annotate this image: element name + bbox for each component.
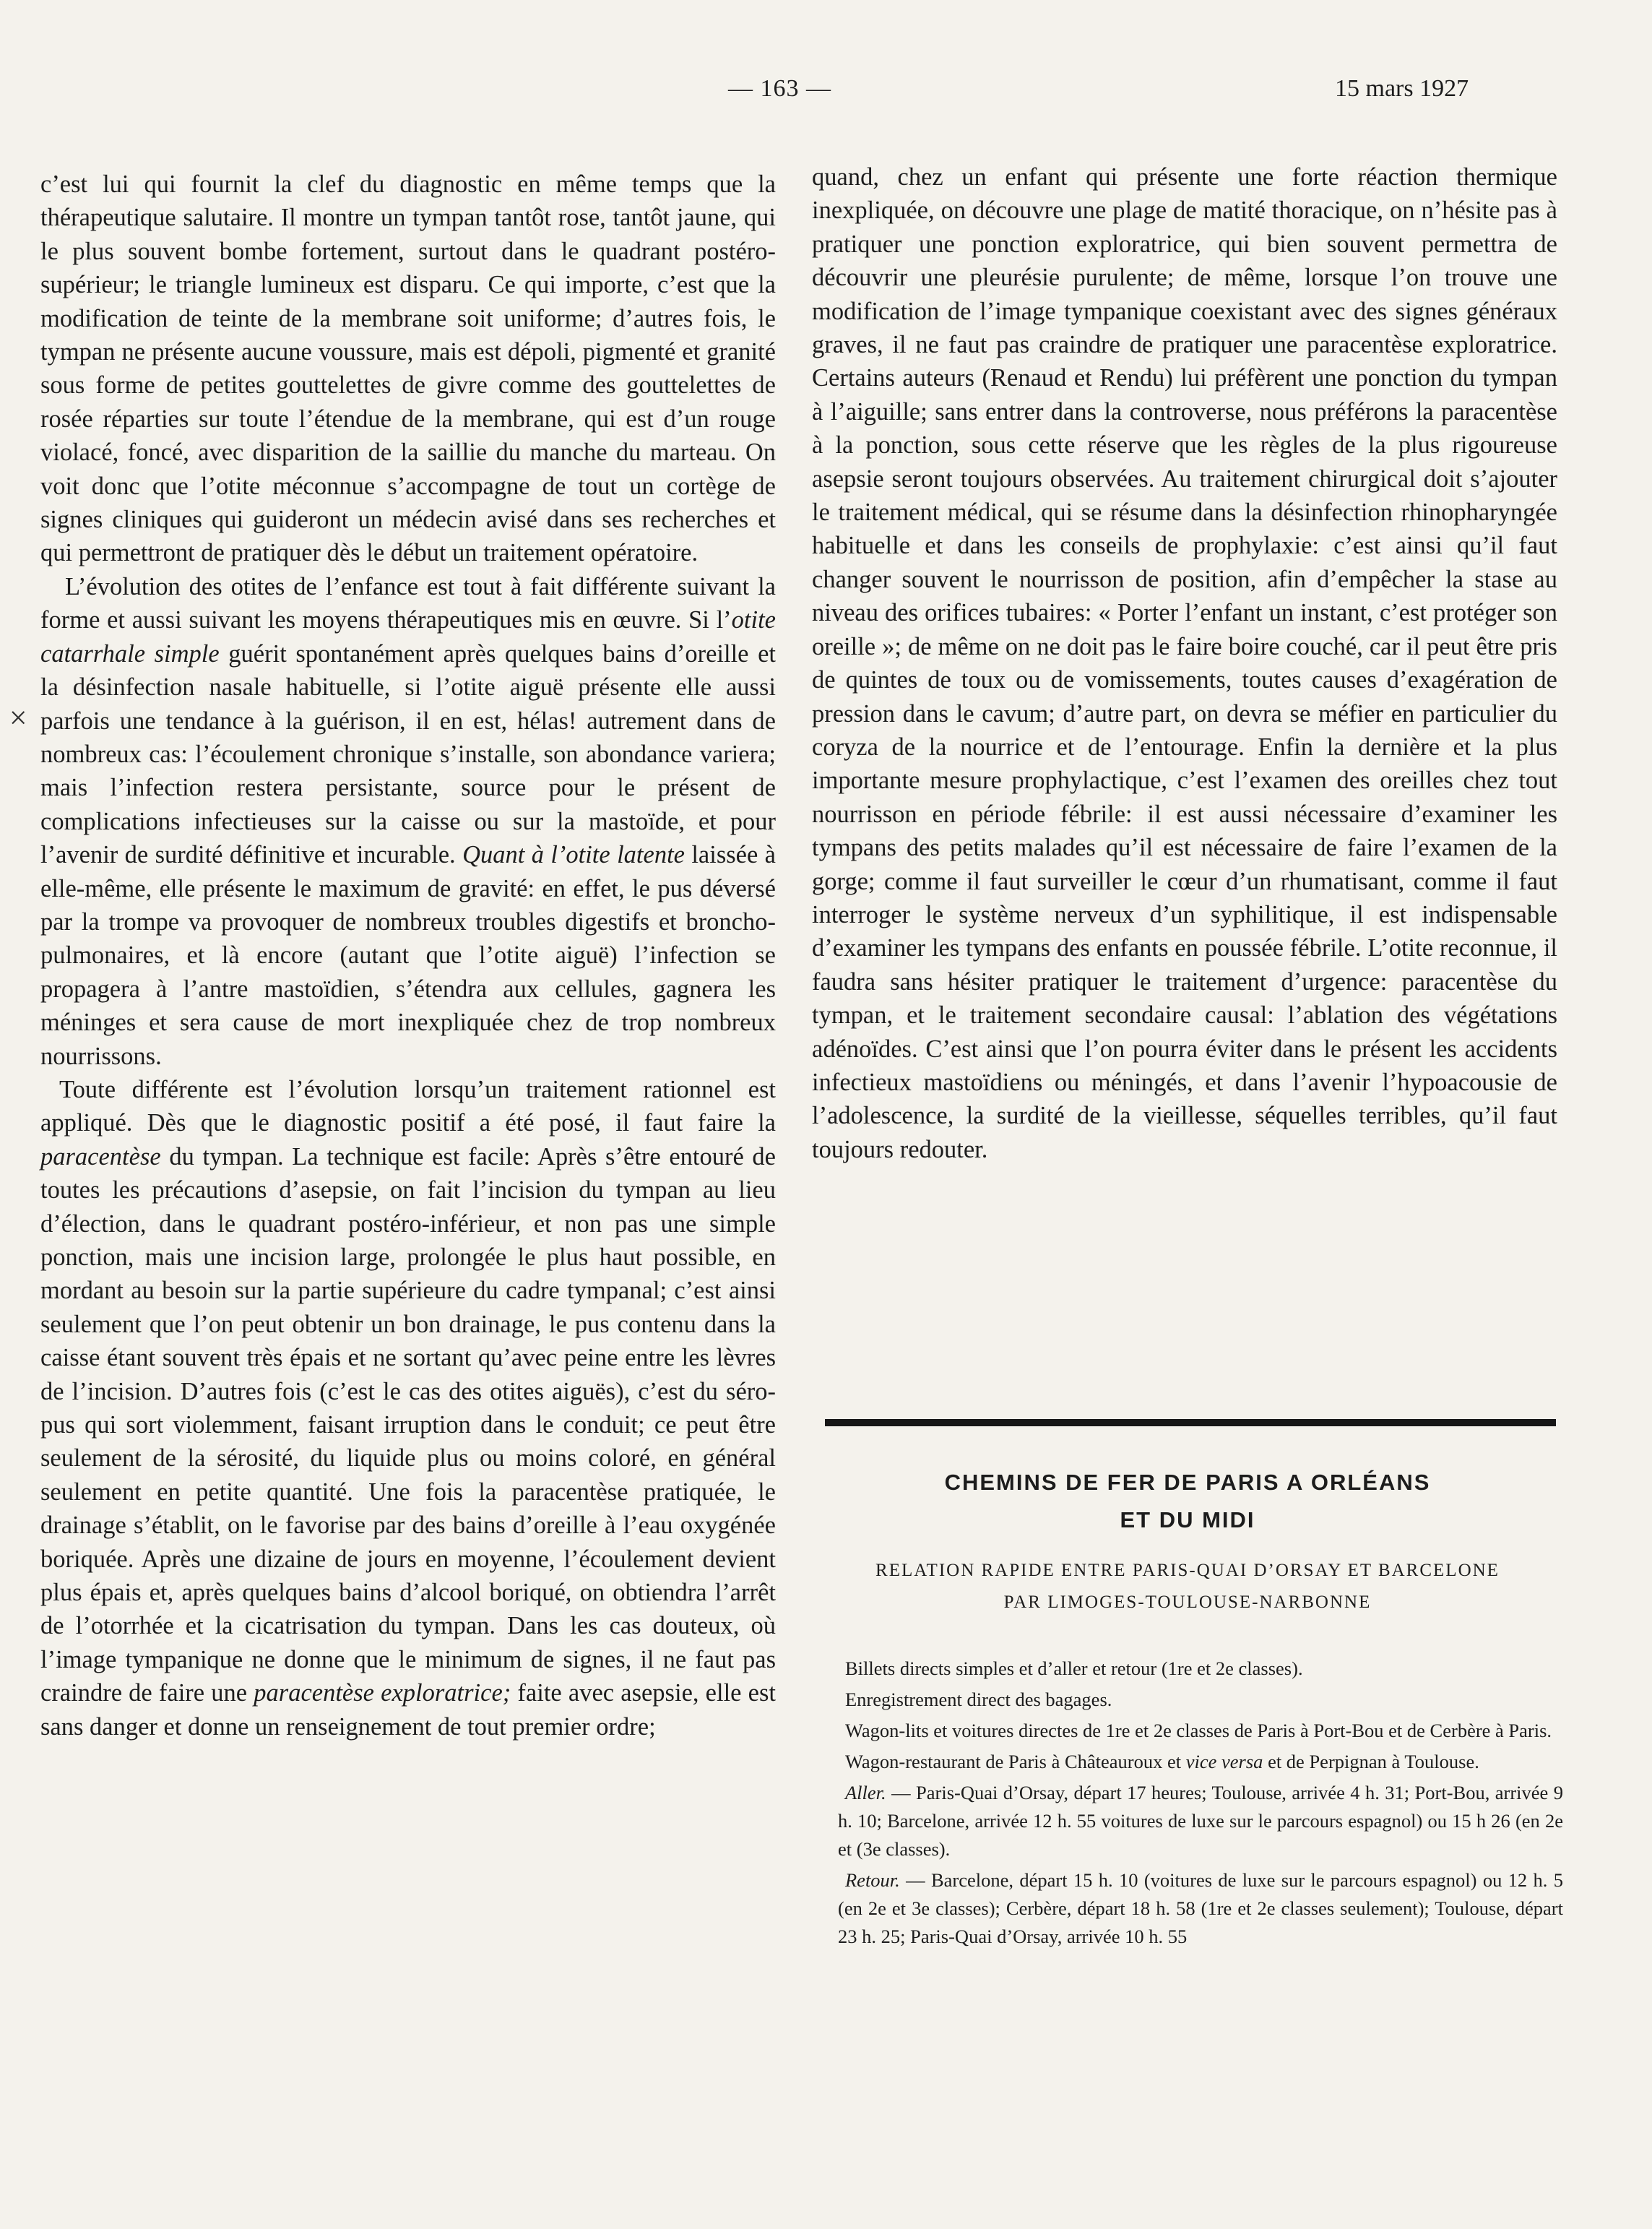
notice-line-sleepers: Wagon-lits et voitures directes de 1re et 2e classes de Paris à Port-Bou et de Cerbère à Paris. [845, 1720, 1552, 1741]
section-divider [825, 1419, 1556, 1426]
page-number: — 163 — [728, 75, 831, 102]
notice-retour [838, 1866, 1563, 1951]
notice-retour-label: Retour. [845, 1869, 900, 1891]
notice-aller [838, 1779, 1563, 1863]
margin-mark: × [7, 700, 29, 736]
paragraph-3-text-a: Toute différente est l’évolution lorsqu’un traitement rationnel est appliqué. Dès que le diagnostic positif a été posé, il faut faire la [40, 1075, 776, 1137]
left-column [40, 168, 776, 1743]
notice-line-baggage: Enregistrement direct des bagages. [845, 1689, 1112, 1710]
paragraph-2-text-c: laissée à elle-même, elle présente le maximum de gravité: en effet, le pus déversé par la trompe va provoquer de nombreux troubles digestifs et broncho-pulmonaires, et là encore (autant que l’otite aiguë) l’infection se propagera à l’antre mastoïdien, s’étendra aux cellules, gagnera les méninges et sera cause de mort inexpliquée chez de trop nombreux nourrissons. [40, 841, 776, 1070]
paragraph-3-emphasis-2: paracentèse exploratrice; [254, 1679, 511, 1707]
notice-body [812, 1655, 1563, 1951]
paragraph-3-emphasis-1: paracentèse [40, 1142, 161, 1170]
paragraph-1: c’est lui qui fournit la clef du diagnostic en même temps que la thérapeutique salutaire. Il montre un tympan tantôt rose, tantôt jaune, qui le plus souvent bombe fortement, surtout dans le quadrant postéro-supérieur; le triangle lumineux est disparu. Ce qui importe, c’est que la modification de teinte de la membrane soit uniforme; d’autres fois, le tympan ne présente aucune voussure, mais est dépoli, pigmenté et granité sous forme de petites gouttelettes de givre comme des gouttelettes de rosée réparties sur toute l’étendue de la membrane, qui est d’un rouge violacé, foncé, avec disparition de la saillie du manche du marteau. On voit donc que l’otite méconnue s’accompagne de tout un cortège de signes cliniques qui guideront un médecin avisé dans ses recherches et qui permettront de pratiquer dès le début un traitement opératoire. [40, 171, 776, 567]
notice-title-line-1: CHEMINS DE FER DE PARIS A ORLÉANS [944, 1470, 1431, 1495]
paragraph-3-text-c: faite avec asepsie, elle est sans danger et donne un renseignement de tout premier ordre; [40, 1679, 776, 1741]
right-column [812, 160, 1557, 1166]
notice-aller-text: — Paris-Quai d’Orsay, départ 17 heures; Toulouse, arrivée 4 h. 31; Port-Bou, arrivée 9 h. 10; Barcelone, arrivée 12 h. 55 voitures de luxe sur le parcours espagnol) ou 15 h 26 (en 2e et (3e classes). [838, 1782, 1563, 1860]
notice-subtitle-line-2: PAR LIMOGES-TOULOUSE-NARBONNE [1003, 1592, 1372, 1612]
notice-line-tickets: Billets directs simples et d’aller et retour (1re et 2e classes). [845, 1657, 1303, 1679]
notice-line-restaurant-em: vice versa [1185, 1751, 1263, 1772]
notice-title-line-2: ET DU MIDI [1120, 1507, 1255, 1532]
paragraph-2-text-a: L’évolution des otites de l’enfance est tout à fait différente suivant la forme et aussi suivant les moyens thérapeutiques mis en œuvre. Si l’ [40, 572, 776, 634]
paragraph-3 [40, 1073, 776, 1743]
notice-retour-text: — Barcelone, départ 15 h. 10 (voitures de luxe sur le parcours espagnol) ou 12 h. 5 (en 2e et 3e classes); Cerbère, départ 18 h. 58 (1re et 2e classes seulement); Toulouse, départ 23 h. 25; Paris-Quai d’Orsay, arrivée 10 h. 55 [838, 1869, 1563, 1947]
railway-notice [812, 1464, 1563, 1954]
paragraph-2-emphasis-2: Quant à l’otite latente [462, 841, 685, 869]
paragraph-2-text-b: guérit spontanément après quelques bains d’oreille et la désinfection nasale habituelle, si l’otite aiguë présente elle aussi parfois une tendance à la guérison, il en est, hélas! autrement dans de nombreux cas: l’écoulement chronique s’installe, son abondance variera; mais l’infection restera persistante, source pour le présent de complications infectieuses sur la caisse ou sur la mastoïde, et pour l’avenir de surdité définitive et incurable. [40, 639, 776, 869]
paragraph-3-text-b: du tympan. La technique est facile: Après s’être entouré de toutes les précautions d’asepsie, on fait l’incision du tympan au lieu d’élection, dans le quadrant postéro-inférieur, et non pas une simple ponction, mais une incision large, prolongée le plus haut possible, en mordant au besoin sur la partie supérieure du cadre tympanal; c’est ainsi seulement que l’on peut obtenir un bon drainage, le pus contenu dans la caisse étant souvent très épais et ne sortant qu’avec peine entre les lèvres de l’incision. D’autres fois (c’est le cas des otites aiguës), c’est du séro-pus qui sort violemment, faisant irruption dans le conduit; ce peut être seulement de la sérosité, du liquide plus ou moins coloré, en général seulement en petite quantité. Une fois la paracentèse pratiquée, le drainage s’établit, on le favorise par des bains d’oreille à l’eau oxygénée boriquée. Après une dizaine de jours en moyenne, l’écoulement devient plus épais et, après quelques bains d’alcool boriqué, on obtiendra l’arrêt de l’otorrhée et la cicatrisation du tympan. Dans les cas douteux, où l’image tympanique ne donne que le minimum de signes, il ne faut pas craindre de faire une [40, 1142, 776, 1707]
notice-line-restaurant [838, 1748, 1563, 1776]
paragraph-2 [40, 570, 776, 1073]
notice-subtitle [812, 1555, 1563, 1618]
notice-subtitle-line-1: RELATION RAPIDE ENTRE PARIS-QUAI D’ORSAY ET BARCELONE [875, 1561, 1500, 1580]
issue-date: 15 mars 1927 [1335, 75, 1469, 102]
paragraph-4: quand, chez un enfant qui présente une forte réaction thermique inexpliquée, on découvre une plage de matité thoracique, on n’hésite pas à pratiquer une ponction exploratrice, qui bien souvent permettra de découvrir une pleurésie purulente; de même, lorsque l’on trouve une modification de l’image tympanique coexistant avec des signes généraux graves, il ne faut pas craindre de pratiquer une paracentèse exploratrice. Certains auteurs (Renaud et Rendu) lui préfèrent une ponction du tympan à l’aiguille; sans entrer dans la controverse, nous préférons la paracentèse à la ponction, sous cette réserve que les règles de la plus rigoureuse asepsie seront toujours observées. Au traitement chirurgical doit s’ajouter le traitement médical, qui se résume dans la désinfection rhinopharyngée habituelle et dans les conseils de prophylaxie: c’est ainsi qu’il faut changer souvent le nourrisson de position, afin d’empêcher la stase au niveau des orifices tubaires: « Porter l’enfant un instant, c’est protéger son oreille »; de même on ne doit pas le faire boire couché, car il peut être pris de quintes de toux ou de vomissements, toutes causes d’exagération de pression dans le cavum; d’autre part, on devra se méfier en particulier du coryza de la nourrice et de l’entourage. Enfin la dernière et la plus importante mesure prophylactique, c’est l’examen des oreilles chez tout nourrisson en période fébrile: il est aussi nécessaire d’examiner les tympans des petits malades qu’il est nécessaire de faire l’examen de la gorge; comme il faut surveiller le cœur d’un rhumatisant, comme il faut interroger le système nerveux d’un syphilitique, il est indispensable d’examiner les tympans des enfants en poussée fébrile. L’otite reconnue, il faudra sans hésiter pratiquer le traitement d’urgence: paracentèse du tympan, et le traitement secondaire causal: l’ablation des végétations adénoïdes. C’est ainsi que l’on pourra éviter dans le présent les accidents infectieux mastoïdiens ou méningés, et dans l’avenir l’hypoacousie de l’adolescence, la surdité de la vieillesse, séquelles terribles, qu’il faut toujours redouter. [812, 163, 1557, 1163]
notice-title [812, 1464, 1563, 1539]
notice-aller-label: Aller. [845, 1782, 886, 1803]
notice-line-restaurant-a: Wagon-restaurant de Paris à Châteauroux et [845, 1751, 1186, 1772]
notice-line-restaurant-b: et de Perpignan à Toulouse. [1263, 1751, 1479, 1772]
paragraph-2-emphasis-1: otite catarrhale simple [40, 606, 776, 668]
